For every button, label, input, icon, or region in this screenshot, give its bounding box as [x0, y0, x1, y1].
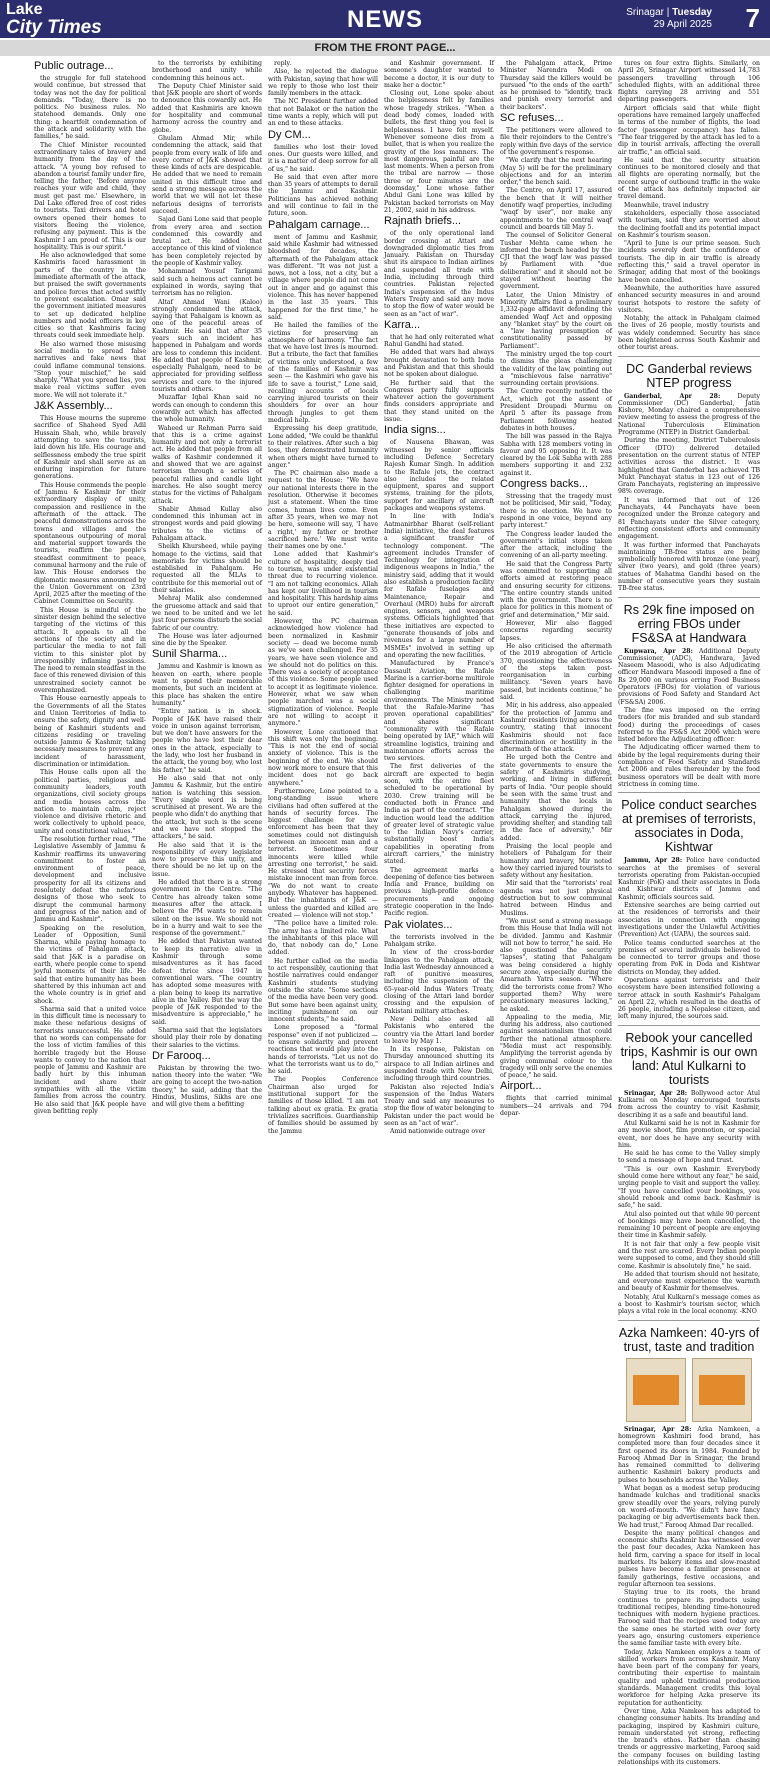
story-text: reply. [274, 60, 292, 67]
story-text: He further said that the Congress party fully supports whatever action the government finds considers appropriate and that they stand united on the issue. [384, 379, 494, 424]
story-text: Pakistan by throwing the two-nation theory into the water. "We are going to accept the two-nation theory," he said, adding that the Hindus, Muslims, Sikhs are one and will give them a befitting [152, 1064, 262, 1109]
story-text: Lone proposed a "formal response" even if not publicized — to ensure solidarity and prevent reactions that would play into the hands of terrorists. "Let us not do what the terrorists want us to do," he said. [268, 1024, 378, 1076]
story-text [618, 1090, 760, 1119]
product-pack-image [692, 1358, 752, 1422]
product-photo [618, 1358, 760, 1422]
story-text: Altaf Ahmad Wani (Kaloo) strongly condemned the attack, saying that Pahalgam is known as one of the peaceful areas of Kashmir. He said that after 35 years such an incident has happened in Pahalgam and words are less to condemn this incident. He added that people of Kashmir, especially Pahalgam, need to be appreciated for providing selfless services and care to the injured tourists and others. [152, 298, 262, 394]
story-text: He also acknowledged that some Kashmiris faced harassment in parts of the country in the immediate aftermath of the attack, but praised the swift governments and police forces that acted swiftly to prevent escalation. Omar said the government initiated measures to set up dedicated helpline numbers and nodal officers in key cities so that Kashmiris facing threats could seek immediate help. [34, 252, 146, 340]
story-text: The ministry urged the top court to dismiss the pleas challenging the validity of the law, pointing out a "mischievous false narrative" surrounding certain provisions. [500, 350, 612, 388]
story-head: Public outrage... [34, 60, 114, 72]
story-text: Manufactured by France's Dassault Aviation, the Rafale Marine is a carrier-borne multirole fighter designed for operations in challenging maritime environments. The Ministry noted that the Rafale-Marine "has proven operational capabilities" and shares significant "commonality with the Rafale being operated by IAF," which will streamline logistics, training and maintenance efforts across the two services. [384, 660, 494, 763]
story-text: of Nausena Bhawan, was witnessed by senior officials including Defence Secretary Rajesh Kumar Singh. In addition to the Rafale jets, the contract also includes the related equipment, spares and support systems, training for the pilots, support for ancillary of aircraft packages and weapons systems. [384, 439, 494, 513]
story-text: and Kashmir government. If someone's daughter wanted to become a doctor, it is our duty to make her a doctor." [384, 60, 494, 89]
product-pack-image [626, 1358, 686, 1422]
story-text: Over time, Azka Namkeen has adapted to changing consumer habits. Its branding and packaging, inspired by Kashmiri culture, remain understated yet strong, reflecting the brand's ethos. Rather than chasing trends or aggressive marketing, Farooq said the company focuses on building lasting relationships with its customers. [618, 1707, 760, 1766]
headline: Azka Namkeen: 40-yrs of trust, taste and tradition [618, 1325, 760, 1354]
story-dateline: Kupwara, Apr 28: [624, 647, 693, 655]
story-text: Waheed ur Rehman Parra said that this is a crime against humanity and not only a terrorist act. He added that people from all walks of Kashmir condemned it and showed that we are against terrorism through a series of peaceful rallies and candle light marches. He also sought mercy status for the victims of Pahalgam attack. [152, 424, 262, 505]
story-text: ment of Jammu and Kashmir, said while Kashmir had witnessed bloodshed for decades, the aftermath of the Pahalgam attack was different. "It was not just a news, not a loss, not a city, but a village where people did not come out in anger and go against this violence. This has never happened in the last 35 years. This happened for the first time," he said. [268, 233, 378, 321]
story-text: This House commends the people of Jammu & Kashmir for their extraordinary display of unity, compassion and resilience in the aftermath of the attack. The peaceful demonstrations across the towns and villages and the spontaneous outpouring of moral and material support towards the tourists, reaffirm the people's steadfast commitment to peace, communal harmony and the rule of law. This House endorses the diplomatic measures announced by the Union Government on 23rd April, 2025 after the meeting of the Cabinet Committee on Security. [34, 481, 146, 606]
column-4 [384, 60, 494, 1168]
story-text: However, Mir also flagged concerns regarding security lapses. [500, 620, 612, 642]
divider [618, 792, 760, 793]
story-text: the terrorists involved in the Pahalgam strike. [384, 933, 494, 948]
headline: Rs 29k fine imposed on erring FBOs under FS&SA at Handwara [623, 602, 755, 645]
divider [618, 1320, 760, 1321]
divider [618, 1025, 760, 1026]
story-text: stakeholders, especially those associated with tourism, said they are worried about the declining footfall and its potential impact on Kashmir's tourism season. [618, 209, 760, 239]
story-text [618, 393, 760, 437]
story-head: Dy CM... [268, 128, 311, 141]
section-subheader: FROM THE FRONT PAGE... [0, 40, 770, 56]
story-text: The counsel of Solicitor General Tushar Mehta came when he informed the bench headed by the CJI that the waqf law was passed by Parliament with "due deliberation" and it should not be stayed without hearing the government. [500, 232, 612, 291]
story-text: What began as a modest setup producing handmade kulchas and traditional snacks grew steadily over the years, relying purely on word-of-mouth. "We didn't have fancy packaging or big advertisements back then. We had trust," Farooq Ahmad Dar recalled. [618, 1485, 760, 1529]
story-text: Atul Kulkarni said he is not in Kashmir for any movie shoot, film promotion, or special event, nor does he have any security with him. [618, 1119, 760, 1149]
story-text: In line with India's Aatmanirbhar Bharat (self-reliant India) initiative, the deal features a significant transfer of technology component. "The agreement includes Transfer of Technology for integration of indigenous weapons in India," the ministry said, adding that it would also establish a production facility for Rafale fuselages and Maintenance, Repair and Overhaul (MRO) hubs for aircraft engines, sensors, and weapons systems. Officials highlighted that these initiatives are expected to "generate thousands of jobs and revenues for a large number of MSMEs" involved in setting up and operating the new facilities. [384, 513, 494, 659]
section-title: NEWS [347, 6, 423, 33]
story-text: He said that the Congress Party was committed to supporting all efforts aimed at restoring peace and ensuring security for citizens. "The entire country stands united with the government. There is no place for politics in this moment of grief and determination," Mir said. [500, 560, 612, 619]
column-1 [34, 60, 146, 1168]
story-text: Meanwhile, travel industry [624, 201, 709, 209]
story-head: Sunil Sharma... [152, 648, 228, 661]
story-text: During the meeting, District Tuberculosis Officer (DTO) delivered detailed presentation on the current status of NTEP activities across the district. It was highlighted that Ganderbal has achieved TB Mukt Panchayat status in 123 out of 126 Gram Panchayats, registering an impressive 98% coverage. [618, 437, 760, 496]
story-text: The PC chairman also made a request to the House: "We have our national interests there in the resolution. Otherwise it becomes just a statement. When the time comes, human lives come. Even after 35 years, when we may not be here, someone will say, 'I have a right,' my father or brother sacrificed here.' We must write their names one by one." [268, 470, 378, 551]
column-3 [268, 60, 378, 1168]
story-text: However, Lone cautioned that this shift was only the beginning. "This is not the end of social anxiety of violence. This is the beginning of the end. We should now work more to ensure that this incident does not go back anywhere." [268, 728, 378, 787]
story-text: families who lost their loved ones. Our guests were killed, and it is a matter of deep sorrow for all of us," he said. [268, 143, 378, 173]
story-text: "We must send a strong message from this House that India will not be divided. Jammu and Kashmir will not bow to terror," he said. He also questioned the security "lapses", stating that Pahalgam was being considered a highly secure zone, especially during the Amarnath Yatra season. "Where did the terrorists come from? Who supported them? Why were precautionary measures lacking," he asked. [500, 917, 612, 1013]
story-text: "We clarify that the next hearing (May 5) will be for the preliminary objections and for an interim order," the bench said. [500, 157, 612, 187]
story-text: Pakistan also rejected India's suspension of the Indus Waters Treaty and said any measures to stop the flow of water belonging to Pakistan under the pact would be seen as an "act of war". [384, 1083, 494, 1128]
column-5 [500, 60, 612, 1168]
story-text: "The police have a limited role. The army has a limited role. What the inhabitants of this place will do, that nobody can do," Lone added. [268, 920, 378, 957]
story-text: the struggle for full statehood would continue, but stressed that today was not the day for political demands. "Today, there is no politics. No business rules. No statehood demands. Only one thing: a heartfelt condemnation of the attack and solidarity with the families," he said. [34, 75, 146, 141]
story-text: This House is mindful of the sinister design behind the selective targeting of the victims of this attack. It appeals to all the sections of the society and in particular the media to not fall victim to this sinister plot by irresponsibly inflaming passions. The need to remain steadfast in the face of this renewed division of this unrestrained society cannot be overemphasized. [34, 606, 146, 695]
story-text: Expressing his deep gratitude, Lone added, "We could be thankful to their relatives. After such a big loss, they demonstrated humanity when others might have turned to anger." [268, 425, 378, 469]
story-text: He hailed the families of the victims for preserving an atmosphere of harmony. "The fact that we have lost lives is mourned. But a tribute, the fact that families of victims only understood, a few of the families of Kashmir was seen — the Kashmiri who gave his life to save a tourist," Lone said, recalling accounts of locals carrying injured tourists on their shoulders for over an hour through jungles to get them medical help. [268, 322, 378, 425]
story-text: He also warned those misusing social media to spread false narratives and fake news that could inflame communal tensions. "Stop your mischief," he said sharply. "What you spread lies, you make real victims suffer even more. We will not tolerate it." [34, 340, 146, 399]
story-text: Mohammad Yousuf Tarigami said such a heinous act cannot be explained in words, saying that terrorism has no religion. [152, 268, 262, 298]
story-text: Today, Azka Namkeen employs a team of skilled workers from across Kashmir. Many have been part of the company for years, contributing their expertise to maintain quality and uphold traditional production standards. Management credits this loyal workforce for helping Azka preserve its reputation for authenticity. [618, 1648, 760, 1707]
story-text: He further called on the media to act responsibly, cautioning that hostile narratives could endanger Kashmiri students studying outside the state. "Some sections of the media have been very good. But some have been against unity, inciting punishment on our innocent students," he said. [268, 957, 378, 1024]
story-text: The Centre, on April 17, assured the bench that it will neither denotify waqf properties, including "waqf by user", nor make any appointments to the central waqf council and boards till May 5. [500, 187, 612, 231]
story-text: The bill was passed in the Rajya Sabha with 128 members voting in favour and 95 opposing it. It was cleared by the Lok Sabha with 288 members supporting it and 232 against it. [500, 433, 612, 477]
story-text: The House was later adjourned sine die by the Speaker. [152, 632, 262, 648]
story-head: Pahalgam carnage... [268, 218, 370, 231]
story-text: The Congress leader lauded the government's initial steps taken after the attack, including the convening of an all-party meeting. [500, 530, 612, 560]
story-text: Speaking on the resolution, Leader of Opposition, Sunil Sharma, while paying homage to the victims of Pahalgam attack, said that J&K is a paradise on earth, where people come to spend joyful moments of their life. He said that entire humanity has been shattered by this inhuman act and the whole country is in grief and shock. [34, 924, 146, 1005]
dateline-date: 29 April 2025 [653, 19, 712, 30]
story-text: Stressing that the tragedy must not be politicised, Mir said, "Today, there is no election. We have to respond in one voice, beyond any party interest." [500, 493, 612, 530]
story-text: Furthermore, Lone pointed to a long-standing issue where civilians had often suffered at the hands of security forces. The biggest challenge for law enforcement has been that they sometimes could not distinguish between an innocent man and a terrorist. Sometimes four innocents were killed while arresting one terrorist," he said. He stressed that security forces mistake innocent man from force. "We do not want to create anybody. Whatever has happened. But the inhabitants of J&K — unless the guarded and killed are created — violence will not stop." [268, 787, 378, 919]
story-text: The Deputy Chief Minister said that J&K people are short of words to denounce this cowardly act. He added that Kashmiris are known for hospitality and communal harmony across the country and globe. [152, 82, 262, 134]
headline: DC Ganderbal reviews NTEP progress [626, 361, 752, 390]
story-text: However, the PC chairman acknowledged how violence had been normalized in Kashmir society — dead we become numb as we've seen challenged. For 35 years, we have seen violence and we should not do politics on this. There was a society of acceptance of this violence. Some people used to accept it as legitimate violence. However, what we saw when people marched was a social stigmatization of violence. People are not willing to accept it anymore." [268, 618, 378, 728]
story-head: Rajnath briefs... [384, 215, 462, 228]
story-text: In view of the cross-border linkages to the Pahalgam attack, India last Wednesday announced a raft of punitive measures, including the suspension of the 65-year-old Indus Waters Treaty, closing of the Attari land border crossing and the expulsion of Pakistani military attaches. [384, 949, 494, 1015]
story-head: Karra... [384, 318, 421, 331]
story-text: Mehraj Malik also condemned the gruesome attack and said that we need to be united and we let just four persons disturb the social fabric of our country. [152, 595, 262, 632]
story-text: flights that carried minimal numbers—24 arrivals and 794 depar- [500, 1095, 612, 1118]
story-text: He added that Pakistan wanted to keep its narrative alive in Kashmir through some misadventures as it has faced defeat thrice since 1947 in conventional wars. "The country has adopted some measures with a plan being to keep its narrative alive in the Valley. But the way the people of J&K responded to the misadventure is appreciable," he said. [152, 938, 262, 1026]
story-text: "This is our own Kashmir. Everybody should come here without any fear," he said, urging people to visit and support the valley. "If you have cancelled your bookings, you should rebook and come back. Kashmir is safe," he said. [618, 1165, 760, 1210]
column-6 [618, 60, 761, 1766]
story-text [618, 1426, 760, 1484]
dateline-day: Tuesday [672, 7, 712, 18]
story-text: Sajad Gani Lone said that people from every area and section condemned this cowardly and brutal act. He added that acceptance of this kind of violence has been completely rejected by the people of Kashmir valley. [152, 216, 262, 268]
story-text: that he had only reiterated what Rahul Gandhi had stated. [384, 333, 494, 349]
story-text: The agreement marks a deepening of defence ties between India and France, building on previous high-profile defence procurements and ongoing strategic cooperation in the Indo-Pacific region. [384, 866, 494, 918]
story-text: In its response, Pakistan on Thursday announced shutting its airspace to all Indian airlines and suspended trade with New Delhi, including through third countries. [384, 1046, 494, 1083]
story-text: Despite the many political changes and economic shifts Kashmir has witnessed over the past four decades, Azka Namkeen has held firm, carving a space for itself in local markets. Its bakery items and slow-roasted pulses have become a familiar presence at family gatherings, festive occasions, and regular afternoon tea sessions. [618, 1529, 760, 1588]
story-text [618, 648, 760, 706]
story-text: The first deliveries of the aircraft are expected to begin soon, with the entire fleet scheduled to be operational by 2030. Crew training will be conducted both in France and India as part of the contract. "The induction would lead the addition of greater level of strategic value to the Indian Navy's carrier, substantially boost India's capabilities in operating from aircraft carriers," the ministry stated. [384, 763, 494, 866]
story-lead-text: Deputy Commissioner (DC) Ganderbal, Jatin Kishore, Monday chaired a comprehensive review meeting to assess the progress of the National Tuberculosis Elimination Programme (NTEP) in District Ganderbal. [618, 392, 761, 437]
story-text: Operations against terrorists and their ecosystem have been intensified following a terror attack in south Kashmir's Pahalgam on April 22, which resulted in the deaths of 26 people, including a Nepalese citizen, and left many injured, the sources said. [618, 976, 760, 1021]
story-head: Pak violates... [384, 918, 453, 931]
story-text: Extensive searches are being carried out at the residences of terrorists and their associates in connection with ongoing investigations under the Unlawful Activities (Prevention) Act (UAPA), the sources said. [618, 902, 760, 939]
story-text: This House mourns the supreme sacrifice of Shaheed Syed Adil Hussain Shah, who, while bravely attempting to save the tourists, laid down his life. His courage and selflessness embody the true spirit of Kashmir and shall serve as an enduring inspiration for future generations. [34, 415, 146, 481]
story-lead-text: Additional Deputy Commissioner, (ADC), Handwara, Javed Naseem Masoodi, who is also Adjudicating officer Handwara Masoodi imposed a fine of Rs 29,000 on various erring Food Business Operators (FBOs) for violation of various provisions of Food Safety and Standard Act (FS&SA) 2006. [618, 647, 760, 706]
story-text: to the terrorists by exhibiting brotherhood and unity while condemning this heinous act. [152, 60, 262, 82]
divider [618, 356, 760, 357]
story-lead-text: Police have conducted searches at the premises of several terrorists operating from Pakistan-occupied Kashmir (PoK) and their associates in Doda and Kishtwar districts of Jammu and Kashmir, officials sources said. [618, 857, 761, 901]
story-text: The petitioners were allowed to file their rejoinders to the Centre's reply within five days of the service of the government's response. [500, 127, 612, 156]
story-text: The NC President further added that not Balakot or the nation the time wants a reply, which will put an end to these attacks. [268, 98, 378, 128]
story-text: Jammu and Kashmir is known as heaven on earth, where people want to spend their memorable moments, but such an incident at this place has shaken the entire humanity." [152, 663, 262, 707]
story-text: He added that tourism should not hesitate, and everyone must experience the warmth and beauty of Kashmir for themselves. [618, 1270, 760, 1293]
story-text: He said that the security situation continues to be monitored closely and that all flights are operating normally, but the recent surge of outbound traffic in the wake of the attack has definitely impacted air travel demand. [618, 156, 760, 201]
story-text: Ghulam Ahmad Mir, while condemning the attack, said that people from every walk of life and every corner of J&K showed that these kinds of acts are despicable. He added that we need to remain united in this difficult time and send a strong message across the world that we will not let these nefarious designs of terrorists succeed. [152, 134, 262, 215]
story-text: He urged both the Centre and state governments to ensure the safety of Kashmiris studying, working, and living in different parts of India. "Our people should be seen with the same trust and humanity that the locals in Pahalgam showed during the attack, carrying the injured, providing shelter, and standing tall in the face of adversity," Mir added. [500, 754, 612, 842]
story-text: This House calls upon all the political parties, religious and community leaders, youth organizations, civil society groups and media houses across the nation to maintain calm, reject violence and divisive rhetoric and work collectively to uphold peace, unity and constitutional values." [34, 769, 146, 835]
story-text: The Chief Minister recounted extraordinary tales of bravery and humanity from the day of the attack. "A young boy refused to abandon a tourist family under fire, telling the father, 'Before anyone reaches your wife and child, they must get past me.' Elsewhere, in Dal Lake offered free of cost rides to tourists. Taxi drivers and hotel owners opened their homes to visitors fleeing the violence, refusing any payment. This is the Kashmir I am proud of. This is our hospitality. This is our spirit." [34, 141, 146, 251]
story-text: Appealing to the media, Mir, during his address, also cautioned against sensationalism that could further the national atmosphere. "Media must act responsibly. Amplifying the terrorist agenda by giving communal colour to the tragedy will only serve the enemies of peace," he said. [500, 1013, 612, 1080]
story-text: Sharma said that the legislators should play their role by donating their salaries to the victims. [152, 1027, 262, 1049]
page-number: 7 [745, 3, 760, 33]
story-text: Atul also pointed out that while 90 percent of bookings may have been cancelled, the remaining 10 percent of people are enjoying their time in Kashmir safely. [618, 1210, 760, 1240]
story-text: Closing out, Lone spoke about the helplessness felt by families whose tragedy strikes. "When a dead body comes, loaded with bullets, the first thing you feel is helplessness. I have felt myself. Whenever someone dies from a bullet, that is when you realize the gravity of the loss manners. The most dangerous, painful are the last moments. When a person from the tribal are narrow — those three or four minutes are the doomsday," Lone whose father Abdul Gani Lone was killed by Pakistan backed terrorists on May 21, 2002, said in his address. [384, 90, 494, 214]
story-head: SC refuses... [500, 112, 564, 125]
story-text: He said he has come to the Valley simply to send a message of hope and trust. [618, 1150, 760, 1165]
story-text: This House earnestly appeals to the Governments of all the States and Union Territories of India to ensure the safety, dignity and well-being of Kashmiri students and citizens residing or traveling outside Jammu & Kashmir, taking necessary measures to prevent any incident of harassment, discrimination or intimidation. [34, 695, 146, 769]
story-text: Notably, Atul Kulkarni's message comes as a boost to Kashmir's tourism sector, which plays a vital role in the local economy. -KNO [618, 1293, 760, 1316]
story-text: He added that there is a strong government in the Centre. "The Centre has already taken some measures after the attack. I believe the PM wants to remain silent on the issue. We should not be in a hurry and wait to see the response of the government." [152, 879, 262, 938]
logo-city-times: City Times [6, 17, 102, 38]
story-text: the Pahalgam attack, Prime Minister Narendra Modi on Thursday said the killers would be pursued "to the ends of the earth" as he promised to "identify, track and punish every terrorist and their backers". [500, 60, 612, 111]
story-text: Notably, the attack in Pahalgam claimed the lives of 26 people, mostly tourists and was widely condemned. Security has since been heightened across South Kashmir and other tourist areas. [618, 315, 760, 352]
divider [618, 597, 760, 598]
story-head: Dr Farooq... [152, 1049, 211, 1062]
story-text: Sheikh Khursheed, while paying homage to the victims, said that memorials for victims should be established in Pahalgam. He requested all the MLAs to contribute for this memorial out of their salaries. [152, 543, 262, 595]
story-text: Later, the Union Ministry of Minority Affairs filed a preliminary 1,332-page affidavit defending the amended Waqf Act and opposing any "blanket stay" by the court on a "law having presumption of constitutionality passed by Parliament". [500, 291, 612, 350]
story-text: The fine was imposed on the erring traders (for mis branded and sub standard food) during the proceedings of cases referred to the FS&S Act 2006 which were listed before the Adjudicating officer. [618, 706, 760, 744]
story-text: Shabir Ahmad Kullay also condemned this inhuman act in strongest words and paid glowing tributes to the victims of Pahalgam attack. [152, 505, 262, 542]
story-lead-text: Bollywood actor Atul Kulkarni on Monday encouraged tourists from across the country to visit Kashmir, describing it as a safe and beautiful land. [618, 1089, 760, 1119]
story-dateline: Srinagar, Apr 28: [624, 1089, 688, 1097]
story-text: "Entire nation is in shock. People of J&K have raised their voice in unison against terrorism, but we don't have answers for the people who have lost their dear ones in the attack, especially to the lady, who lost her husband in the attack, the young boy, who lost his father," he said. [152, 708, 262, 774]
story-text: It was informed that out of 126 Panchayats, 44 Panchayats have been recognized under the Bronze category and 81 Panchayats under the Silver category, reflecting consistent efforts and community engagement. [618, 496, 760, 541]
headline: Rebook your cancelled trips, Kashmir is our own land: Atul Kulkarni to tourists [620, 1030, 758, 1087]
story-text: Meanwhile, the authorities have assured enhanced security measures in and around tourist hotspots to restore the safety of visitors. [618, 284, 760, 314]
story-text: "April to June is our prime season. Such incidents severely dent the confidence of tourists. The dip in air traffic is already reflecting this," said a travel operator in Srinagar, adding that most of the bookings have been cancelled. [618, 240, 760, 284]
story-text: Amid nationwide outrage over [390, 1128, 486, 1136]
story-text: It is not fair that only a few people visit and the rest are scared. Every Indian people were supposed to come, and they should still come. Kashmir is absolutely fine," he said. [618, 1240, 760, 1270]
story-text: It was further informed that Panchayats maintaining TB-free status are being symbolically honored with bronze (one year), silver (two years), and gold (three years) statues of Mahatma Gandhi based on the number of consecutive years they sustain TB-free status. [618, 541, 760, 593]
story-text: Mir said that the "terrorists' real agenda was not just physical destruction but to sow communal hatred between Hindus and Muslims. [500, 880, 612, 917]
story-dateline: Ganderbal, Apr 28: [624, 392, 721, 400]
column-2 [152, 60, 262, 1168]
story-lead-text: Azka Namkeen, a homegrown Kashmiri food brand, has completed more than four decades since it first opened its doors in 1984. Founded by Farooq Ahmad Dar in Srinagar, the brand has remained committed to delivering authentic Kashmiri bakery products and pulses to households across the Valley. [618, 1425, 760, 1484]
dateline-city: Srinagar [626, 7, 664, 18]
story-head: India signs... [384, 424, 446, 437]
story-text: tures on four extra flights. Similarly, on April 26, Srinagar Airport witnessed 14,783 passengers travelling through 106 scheduled flights, with an additional three flights carrying 28 arriving and 551 departing passengers. [618, 60, 760, 104]
story-text: The Centre recently notified the Act, which got the assent of President Droupadi Murmu on April 5 after its passage from Parliament following heated debates in both houses. [500, 388, 612, 432]
story-text: Mir, in his address, also appealed for the protection of Jammu and Kashmir residents living across the country, stating that innocent Kashmiris should not face discrimination or hostility in the aftermath of the attack. [500, 702, 612, 754]
masthead [0, 0, 770, 38]
logo-lake: Lake [6, 1, 43, 18]
story-text: He also said that it is the responsibility of every legislator now to preserve this unity, and there should be no let up on the issue. [152, 841, 262, 878]
story-text: New Delhi also asked all Pakistanis who entered the country via the Attari land border to leave by May 1. [384, 1015, 494, 1045]
story-head: Airport... [500, 1080, 542, 1093]
story-text: The Peoples Conference Chairman also urged for institutional support for the families of those killed. "I am not talking about ex gratia. Ex gratia trivializes sacrifices. Guardianship of families should be assumed by the Jammu [268, 1076, 378, 1135]
dateline: Srinagar | Tuesday 29 April 2025 [626, 7, 712, 30]
story-text: He added that wars had always brought devastation to both India and Pakistan and that this should not be spoken about dialogue. [384, 349, 494, 379]
story-head: Congress backs... [500, 478, 589, 491]
story-text: Sharma said that a united voice in this difficult time is necessary to make these nefarious designs of terrorists unsuccessful. He added that no words can compensate for the loss of victim families of this horrible tragedy but the House wants to convey to the nation that people of Jammu and Kashmir are badly hurt by this inhuman incident and share their sympathies with all the victim families from across the country. He also said that J&K people have given befitting reply [34, 1005, 146, 1115]
story-text [618, 857, 760, 901]
story-head: J&K Assembly... [34, 400, 113, 413]
story-text: Staying true to its roots, the brand continues to prepare its products using traditional recipes, blending time-honoured techniques with modern hygiene practices. Farooq said that the recipes used today are the same ones he started with over forty years ago, ensuring customers experience the same familiar taste with every bite. [618, 1589, 760, 1648]
story-text: He also said that not only Jammu & Kashmir, but the entire nation is watching this session. "Every single word is being scrutinised at present. We are the people who didn't do anything that the attack, but such is the scene and we have not stopped the attackers," he said. [152, 774, 262, 841]
story-text: Praising the local people and hoteliers of Pahalgam for their humanity and bravery, Mir noted how they carried injured tourists to safety without any hesitation. [500, 842, 612, 880]
story-text: of the only operational land border crossing at Attari and downgraded diplomatic ties from January. Pakistan on Thursday shut its airspace to Indian airlines and suspended all trade with India, including through third countries. Pakistan rejected India's suspension of the Indus Waters Treaty and said any move to stop the flow of water would be seen as an "act of war". [384, 230, 494, 318]
story-text: The Adjudicating officer warned them to abide by the legal requirements during their compliance of Food Safety and Standards Act 2006 and rules thereunder by the food business operators will be dealt with more strictness in coming time. [618, 744, 760, 788]
story-text: The resolution further read, "The Legislative Assembly of Jammu & Kashmir reaffirms its unwavering commitment to foster an environment of peace, development and inclusive prosperity for all its citizens and resolutely defeat the nefarious designs of those who seek to disrupt the communal harmony and progress of the nation and of Jammu and Kashmir". [34, 835, 146, 924]
story-text: Police teams conducted searches at the premises of several individuals believed to be connected to terror groups and those operating from PoK in Doda and Kishtwar districts on Monday, they added. [618, 939, 760, 976]
story-text: Also, he rejected the dialogue with Pakistan, saying that how will we reply to those who lost their family members in the attack. [268, 68, 378, 98]
headline: Police conduct searches at premises of terrorists, associates in Doda, Kishtwar [621, 798, 757, 855]
story-dateline: Jammu, Apr 28: [624, 857, 683, 865]
story-text: He said that even after more than 35 years of attempts to derail the Jammu and Kashmir. Politicians has achieved nothing and will continue to fail in the future, soon. [268, 173, 378, 218]
story-text: He also criticised the aftermath of the 2019 abrogation of Article 370, questioning the effectiveness of the steps taken post-reorganisation in curbing militancy. "Seven years have passed, but incidents continue," he said. [500, 642, 612, 702]
story-dateline: Srinagar, Apr 28: [624, 1425, 692, 1433]
story-text: Airport officials said that while flight operations have remained largely unaffected in terms of the number of flights, the load factor (passenger occupancy) has fallen. "The fear triggered by the attack has led to a dip in tourist arrivals, affecting the overall air traffic," an official said. [618, 104, 761, 156]
story-text: Lone added that Kashmir's culture of hospitality, deeply tied to tourism, was under existential threat due to recurring violence. "I am not talking economics. Allah has kept our livelihood in tourism and hospitality. This hardship aims to uproot our entire generation," he said. [268, 551, 378, 617]
story-text: Muzaffar Iqbal Khan said no words can enough to condemn this cowardly act which has affected the whole humanity. [152, 394, 262, 424]
